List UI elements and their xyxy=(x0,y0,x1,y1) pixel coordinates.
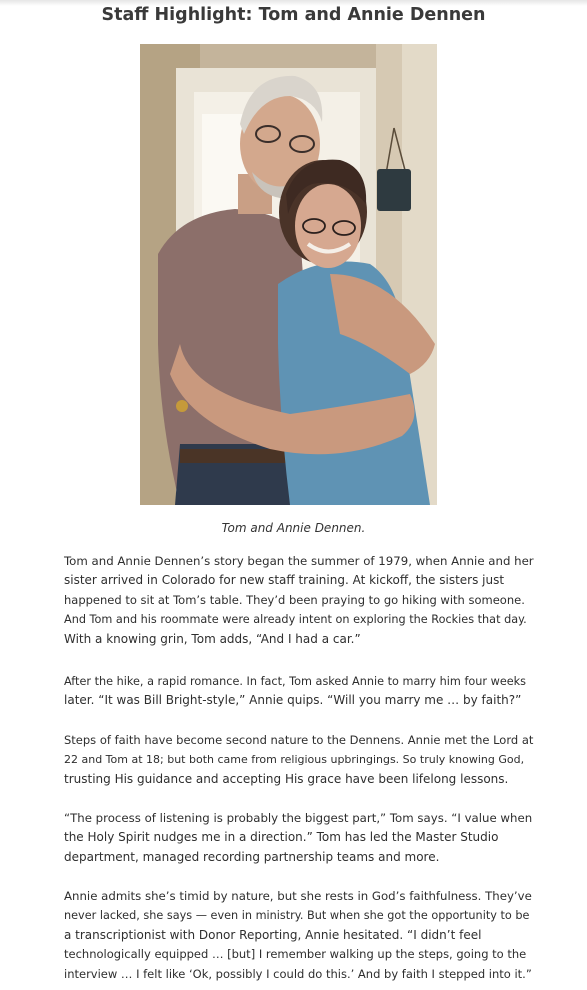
text-line: happened to sit at Tom’s table. They’d been praying to go hiking with someone. xyxy=(64,592,525,607)
paragraph-4 xyxy=(64,809,534,867)
paragraph-3 xyxy=(64,731,534,789)
text-line: later. “It was Bill Bright-style,” Annie quips. “Will you marry me … by faith?” xyxy=(64,693,522,708)
text-line: sister arrived in Colorado for new staff training. At kickoff, the sisters just xyxy=(64,573,505,588)
text-line: After the hike, a rapid romance. In fact, Tom asked Annie to marry him four weeks xyxy=(64,675,527,688)
text-line: “The process of listening is probably the biggest part,” Tom says. “I value when xyxy=(64,811,533,825)
text-line: Annie admits she’s timid by nature, but she rests in God’s faithfulness. They’ve xyxy=(64,889,532,903)
text-line: 22 and Tom at 18; but both came from religious upbringings. So truly knowing God, xyxy=(64,753,525,767)
text-line: a transcriptionist with Donor Reporting, Annie hesitated. “I didn’t feel xyxy=(64,927,482,942)
text-line: never lacked, she says — even in ministry. But when she got the opportunity to be xyxy=(64,909,530,923)
text-line: And Tom and his roommate were already intent on exploring the Rockies that day. xyxy=(64,613,527,627)
text-line: With a knowing grin, Tom adds, “And I had a car.” xyxy=(64,631,361,646)
paragraph-2 xyxy=(64,672,534,711)
text-line: Tom and Annie Dennen’s story began the summer of 1979, when Annie and her xyxy=(64,554,534,568)
text-line: the Holy Spirit nudges me in a direction.” Tom has led the Master Studio xyxy=(64,830,499,845)
text-line: Steps of faith have become second nature to the Dennens. Annie met the Lord at xyxy=(64,733,534,747)
paragraph-1 xyxy=(64,552,534,649)
text-line: interview … I felt like ‘Ok, possibly I could do this.’ And by faith I stepped into it.” xyxy=(64,966,532,981)
couple-photo xyxy=(140,44,437,505)
text-line: department, managed recording partnership teams and more. xyxy=(64,849,440,864)
photo-caption: Tom and Annie Dennen. xyxy=(221,521,366,535)
text-line: trusting His guidance and accepting His grace have been lifelong lessons. xyxy=(64,771,509,786)
text-line: technologically equipped … [but] I remember walking up the steps, going to the xyxy=(64,947,527,962)
paragraph-5 xyxy=(64,887,534,984)
page-title: Staff Highlight: Tom and Annie Dennen xyxy=(101,5,486,25)
